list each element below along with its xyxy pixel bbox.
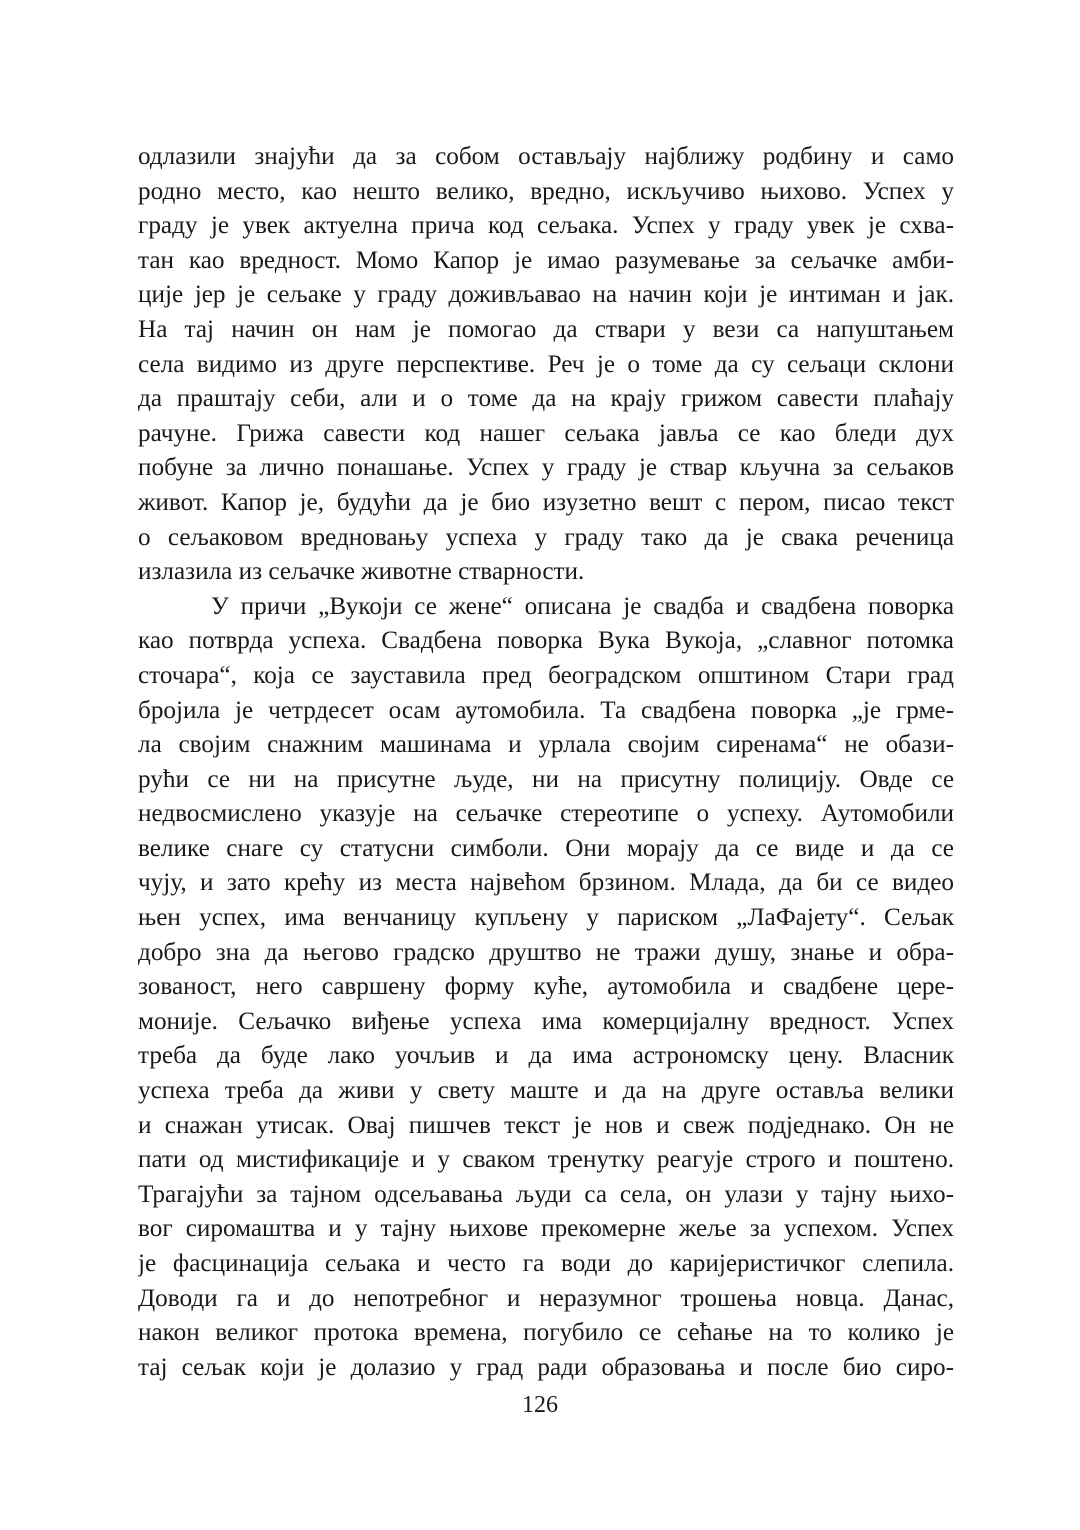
text-line: моније. Сељачко виђење успеха има комерцијалну вредност. Успех [138, 1007, 954, 1035]
text-line: тан као вредност. Момо Капор је имао разумевање за сељачке амби- [138, 246, 954, 274]
text-line: велике снаге су статусни симболи. Они морају да се виде и да се [138, 834, 954, 862]
text-line: живот. Капор је, будући да је био изузетно вешт с пером, писао текст [138, 488, 954, 516]
text-line: тај сељак који је долазио у град ради образовања и после био сиро- [138, 1353, 954, 1381]
text-line: излазила из сељачке животне стварности. [138, 558, 585, 586]
text-line: сточара“, која се зауставила пред београдском општином Стари град [138, 661, 954, 689]
text-line: о сељаковом вредновању успеха у граду тако да је свака реченица [138, 523, 954, 551]
text-line: треба да буде лако уочљив и да има астрономску цену. Власник [138, 1042, 954, 1070]
page-number: 126 [522, 1392, 558, 1418]
text-line: пати од мистификације и у сваком тренутку реагује строго и поштено. [138, 1146, 954, 1174]
text-line: вог сиромаштва и у тајну њихове прекомерне жеље за успехом. Успех [138, 1215, 954, 1243]
text-line: након великог протока времена, погубило се сећање на то колико је [138, 1319, 954, 1347]
text-line: На тај начин он нам је помогао да ствари у вези са напуштањем [138, 315, 954, 343]
text-line: рући се ни на присутне људе, ни на присутну полицију. Овде се [138, 765, 954, 793]
paragraph [138, 590, 954, 1386]
text-line: побуне за лично понашање. Успех у граду је ствар кључна за сељаков [138, 454, 954, 482]
text-line: села видимо из друге перспективе. Реч је о томе да су сељаци склони [138, 350, 954, 378]
text-line: Трагајући за тајном одсељавања људи са села, он улази у тајну њихо- [138, 1180, 954, 1208]
text-line: рачуне. Грижа савести код нашег сељака јавља се као бледи дух [138, 419, 954, 447]
paragraph [138, 140, 954, 590]
text-line: добро зна да његово градско друштво не тражи душу, знање и обра- [138, 938, 954, 966]
text-line: граду је увек актуелна прича код сељака. Успех у граду увек је схва- [138, 212, 954, 240]
text-line: и снажан утисак. Овај пишчев текст је нов и свеж подједнако. Он не [138, 1111, 954, 1139]
text-line: чују, и зато крећу из места највећом брзином. Млада, да би се видео [138, 869, 954, 897]
text-line: ла својим снажним машинама и урлала својим сиренама“ не обази- [138, 731, 954, 759]
text-line: недвосмислено указује на сељачке стереотипе о успеху. Аутомобили [138, 800, 954, 828]
text-line: да праштају себи, али и о томе да на крају грижом савести плаћају [138, 385, 954, 413]
text-line: као потврда успеха. Свадбена поворка Вука Вукоја, „славног потомка [138, 627, 954, 655]
text-line: родно место, као нешто велико, вредно, искључиво њихово. Успех у [138, 177, 954, 205]
text-line: одлазили знајући да за собом остављају најближу родбину и само [138, 143, 954, 170]
text-line: њен успех, има венчаницу купљену у париском „ЛаФајету“. Сељак [138, 904, 954, 932]
text-line: Доводи га и до непотребног и неразумног трошења новца. Данас, [138, 1284, 954, 1312]
text-line: У причи „Вукоји се жене“ описана је свадба и свадбена поворка [211, 592, 954, 620]
text-line: успеха треба да живи у свету маште и да на друге оставља велики [138, 1077, 954, 1105]
text-line: ције јер је сељаке у граду доживљавао на начин који је интиман и јак. [138, 281, 954, 309]
text-line: зованост, него савршену форму куће, аутомобила и свадбене цере- [138, 973, 954, 1001]
text-line: бројила је четрдесет осам аутомобила. Та свадбена поворка „је грме- [138, 696, 954, 724]
text-line: је фасцинација сељака и често га води до каријеристичког слепила. [138, 1250, 954, 1277]
body-text [138, 140, 954, 1385]
